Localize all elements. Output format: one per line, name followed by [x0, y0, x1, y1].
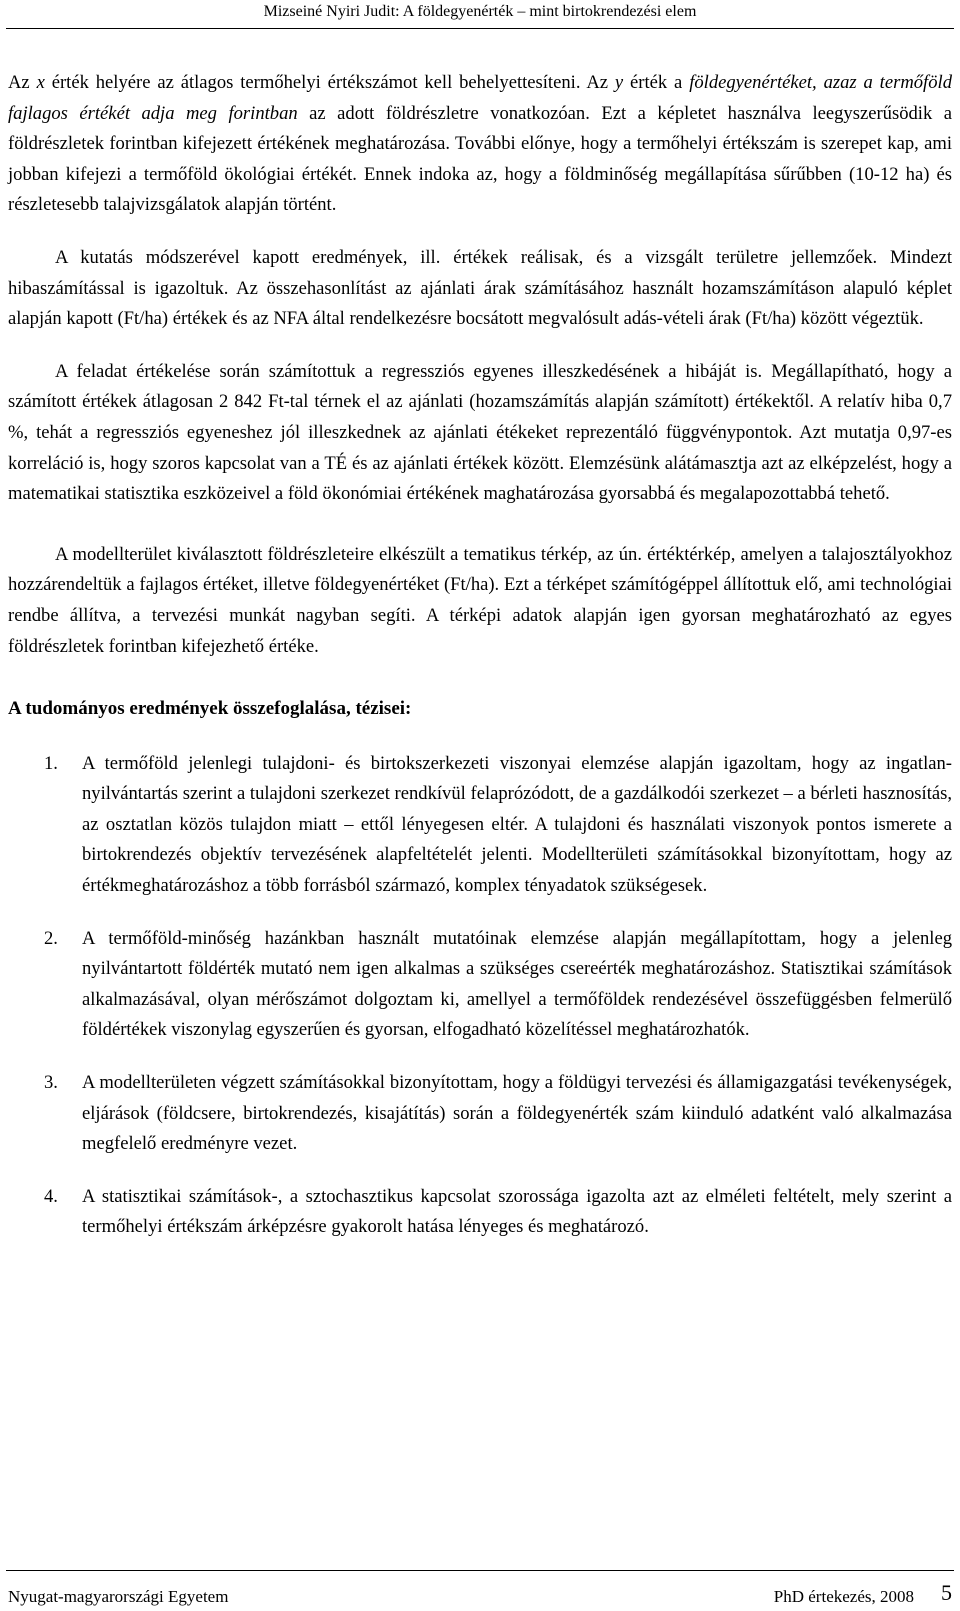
theses-list [8, 749, 952, 1243]
thesis-item [8, 1182, 952, 1243]
variable-x: x [36, 72, 45, 93]
paragraph-formula-explanation: Az x érték helyére az átlagos termőhelyi értékszámot kell behelyettesíteni. Az y érték a földegyenértéket, azaz a termőföld fajlagos értékét adja meg forintban az adott földrészletre vonatkozóan. Ezt a képletet használva leegyszerűsödik a földrészletek forintban kifejezett értékének meghatározása. További előnye, hogy a termőhelyi értékszám is szerepet kap, ami jobban kifejezi a termőföld ökológiai értékét. Ennek indoka az, hogy a földminőség megállapítása sűrűbben (10-12 ha) és részletesebb talajvizsgálatok alapján történt. [8, 72, 952, 216]
page-number: 5 [941, 1580, 952, 1605]
section-heading: A tudományos eredmények összefoglalása, tézisei: [8, 698, 412, 720]
thesis-text: A modellterületen végzett számításokkal bizonyítottam, hogy a földügyi tervezési és államigazgatási tevékenységek, eljárások (földcsere, birtokrendezés, kisajátítás) során a földegyenérték szám kiinduló adatként való alkalmazása megfelelő eredményre vezet. [82, 1072, 952, 1155]
thesis-item [8, 749, 952, 902]
running-header-title: Mizseiné Nyiri Judit: A földegyenérték – mint birtokrendezési elem [263, 3, 697, 20]
footer-institution: Nyugat-magyarországi Egyetem [8, 1587, 229, 1606]
page-body [8, 68, 952, 1265]
variable-y: y [614, 72, 624, 93]
thesis-text: A statisztikai számítások-, a sztochasztikus kapcsolat szorossága igazolta azt az elméleti feltételt, mely szerint a termőhelyi értékszám árképzésre gyakorolt hatása lényeges és meghatározó. [82, 1185, 952, 1238]
paragraph-value-map: A modellterület kiválasztott földrészleteire elkészült a tematikus térkép, az ún. értéktérkép, amelyen a talajosztályokhoz hozzárendeltük a fajlagos értéket, illetve földegyenértéket (Ft/ha). Ezt a térképet számítógéppel állítottuk elő, ami technológiai rendbe állítva, a tervezési munkát nagyban segíti. A térképi adatok alapján igen gyorsan meghatározható az egyes földrészletek forintban kifejezhető értéke. [8, 543, 952, 657]
thesis-number: 4. [44, 1185, 58, 1207]
thesis-number: 3. [44, 1072, 58, 1094]
paragraph-results: A kutatás módszerével kapott eredmények, ill. értékek reálisak, és a vizsgált területre jellemzőek. Mindezt hibaszámítással is igazoltuk. Az összehasonlítást az ajánlati árak számításához használt hozamszámításon alapuló képlet alapján kapott (Ft/ha) értékek és az NFA által rendelkezésre bocsátott megvalósult adás-vételi árak (Ft/ha) között végeztük. [8, 246, 952, 330]
footer-doc-info: PhD értekezés, 2008 [773, 1587, 914, 1606]
thesis-item [8, 924, 952, 1046]
thesis-text: A termőföld jelenlegi tulajdoni- és birtokszerkezeti viszonyai elemzése alapján igazoltam, hogy az ingatlan-nyilvántartás szerint a tulajdoni szerkezet rendkívül felaprózódott, de a gazdálkodói szerkezet – a bérleti hasznosítás, az osztatlan közös tulajdon miatt – ettől lényegesen eltér. A tulajdoni és használati viszonyok pontos ismerete a birtokrendezés objektív tervezésének alapfeltételét jelenti. Modellterületi számításokkal bizonyítottam, hogy az értékmeghatározáshoz a több forrásból származó, komplex tényadatok szükségesek. [82, 752, 952, 897]
running-footer [6, 1570, 954, 1611]
paragraph-regression-error: A feladat értékelése során számítottuk a regressziós egyenes illeszkedésének a hibáját is. Megállapítható, hogy a számított értékek átlagosan 2 842 Ft-tal térnek el az ajánlati (hozamszámítás alapján számított) értékektől. A relatív hiba 0,7 %, tehát a regressziós egyeneshez jól illeszkednek az ajánlati étékeket reprezentáló függvénypontok. Azt mutatja 0,97-es korreláció is, hogy szoros kapcsolat van a TÉ és az ajánlati értékek között. Elemzésünk alátámasztja azt az elképzelést, hogy a matematikai statisztika eszközeivel a föld ökonómiai értékének maghatározása gyorsabbá és megalapozottabbá tehető. [8, 360, 952, 505]
italic-definition: földegyenértéket, azaz a termőföld fajlagos értékét adja meg forintban [8, 72, 952, 124]
thesis-number: 1. [44, 752, 58, 774]
thesis-text: A termőföld-minőség hazánkban használt mutatóinak elemzése alapján megállapítottam, hogy a jelenleg nyilvántartott földérték mutató nem igen alkalmas a szükséges csereérték meghatározáshoz. Statisztikai számítások alkalmazásával, olyan mérőszámot dolgoztam ki, amellyel a termőföldek rendezésével összefüggésben felmerülő földértékek viszonylag egyszerűen és gyorsan, elfogadható közelítéssel meghatározhatók. [82, 927, 952, 1041]
running-header [6, 0, 954, 29]
thesis-item [8, 1068, 952, 1160]
thesis-number: 2. [44, 927, 58, 949]
